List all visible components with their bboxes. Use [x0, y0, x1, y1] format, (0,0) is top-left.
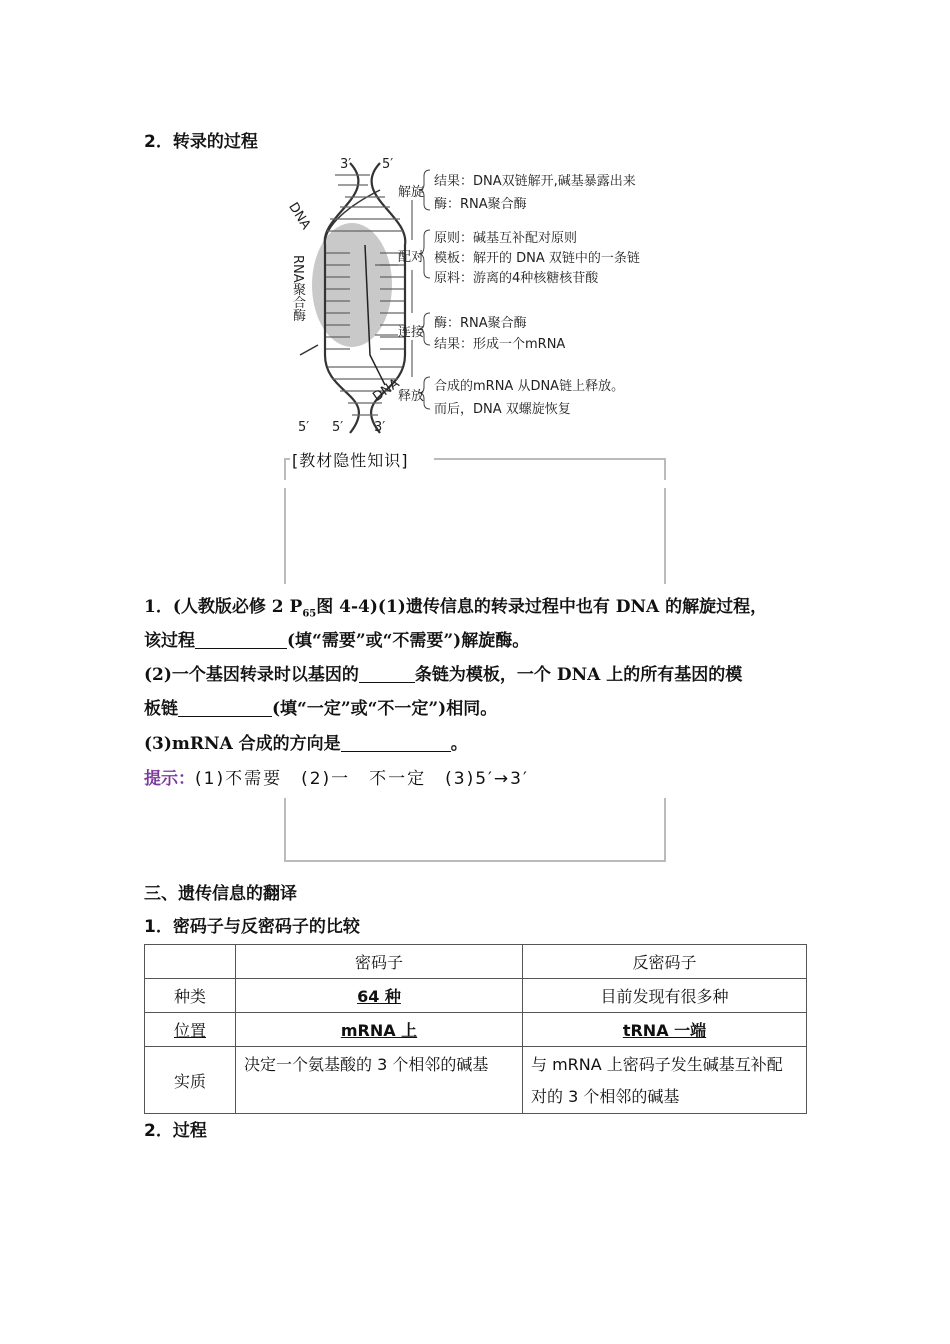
codon-type-value: 64 种	[357, 987, 401, 1006]
table-cell-codon	[236, 979, 523, 1013]
diagram-top-label-5prime: 5′	[382, 157, 394, 172]
hint-label: 提示：	[144, 769, 195, 789]
table-row-label	[145, 1013, 236, 1047]
section-heading-transcription: 2．转录的过程	[144, 132, 258, 152]
q2-line2-start: 板链	[144, 699, 178, 719]
table-row	[145, 979, 807, 1013]
table-cell-anticodon	[523, 1013, 807, 1047]
hidden-knowledge-box-bottom	[284, 798, 666, 864]
table-cell-anticodon: 目前发现有很多种	[523, 979, 807, 1013]
q2-start: (2)一个基因转录时以基因的	[144, 665, 359, 685]
hidden-knowledge-box	[284, 448, 666, 584]
q1-prefix: 1．(人教版必修 2 P	[144, 597, 303, 617]
table-row	[145, 1013, 807, 1047]
table-row-label: 种类	[145, 979, 236, 1013]
table-cell-codon: 决定一个氨基酸的 3 个相邻的碱基	[236, 1047, 523, 1114]
hint-answers: (1)不需要 (2)一 不一定 (3)5′→3′	[195, 769, 529, 789]
table-row-label: 实质	[145, 1047, 236, 1114]
q2-answer-blank-2[interactable]	[178, 698, 272, 717]
step-connect-line-2: 结果：形成一个mRNA	[434, 337, 566, 352]
step-connect-line-1: 酶：RNA聚合酶	[434, 316, 527, 331]
transcription-diagram	[285, 155, 670, 440]
diagram-dna-label-top: DNA	[285, 200, 314, 233]
question-1-line-2	[144, 624, 814, 658]
step-name-release: 释放	[398, 389, 425, 404]
q3-start: (3)mRNA 合成的方向是	[144, 734, 341, 754]
question-2-line-2	[144, 692, 814, 726]
step-unwind-line-1: 结果：DNA双链解开,碱基暴露出来	[434, 174, 636, 189]
step-pairing-line-3: 原料：游离的4种核糖核苷酸	[434, 271, 599, 286]
diagram-bottom-label-3prime: 3′	[374, 420, 386, 435]
q3-answer-blank[interactable]	[341, 733, 451, 752]
subheading-process: 2．过程	[144, 1121, 207, 1141]
q2-end: 条链为模板，一个 DNA 上的所有基因的模	[414, 665, 743, 685]
hidden-knowledge-title: [教材隐性知识]	[290, 448, 411, 471]
table-cell-codon	[236, 1013, 523, 1047]
question-2-line-1	[144, 658, 814, 692]
q2-line2-end: (填“一定”或“不一定”)相同。	[272, 699, 498, 719]
step-name-pairing: 配对	[398, 250, 425, 265]
table-header-cell	[145, 945, 236, 979]
q1-answer-blank[interactable]	[195, 630, 287, 649]
diagram-enzyme-label: RNA聚合酶	[290, 255, 305, 322]
position-label: 位置	[173, 1021, 206, 1040]
q1-rest: 图 4-4)(1)遗传信息的转录过程中也有 DNA 的解旋过程，	[316, 597, 768, 617]
q1-page-subscript: 65	[302, 608, 317, 620]
hint-line	[144, 762, 814, 796]
diagram-dna-label-bottom: DNA	[370, 376, 403, 405]
codon-position-value: mRNA 上	[340, 1021, 418, 1040]
step-pairing-line-2: 模板：解开的 DNA 双链中的一条链	[434, 251, 640, 266]
q1-line2-start: 该过程	[144, 631, 195, 651]
q2-answer-blank-1[interactable]	[359, 664, 415, 683]
table-cell-anticodon: 与 mRNA 上密码子发生碱基互补配对的 3 个相邻的碱基	[523, 1047, 807, 1114]
q3-end: 。	[450, 734, 468, 754]
step-unwind-line-2: 酶：RNA聚合酶	[434, 197, 527, 212]
table-row	[145, 1047, 807, 1114]
table-header-cell: 反密码子	[523, 945, 807, 979]
step-name-unwind: 解旋	[398, 185, 425, 200]
diagram-bottom-label-5prime-b: 5′	[332, 420, 344, 435]
subheading-codon-comparison: 1．密码子与反密码子的比较	[144, 917, 360, 937]
diagram-top-label-3prime: 3′	[340, 157, 352, 172]
diagram-bottom-label-5prime-a: 5′	[298, 420, 310, 435]
table-header-cell: 密码子	[236, 945, 523, 979]
codon-comparison-table	[144, 944, 807, 1114]
step-release-line-2: 而后，DNA 双螺旋恢复	[434, 402, 571, 417]
step-name-connect: 连接	[398, 325, 425, 340]
question-3	[144, 727, 814, 761]
step-pairing-line-1: 原则：碱基互补配对原则	[434, 231, 578, 246]
q1-line2-end: (填“需要”或“不需要”)解旋酶。	[287, 631, 530, 651]
table-header-row	[145, 945, 807, 979]
anticodon-position-value: tRNA 一端	[622, 1021, 707, 1040]
step-release-line-1: 合成的mRNA 从DNA链上释放。	[434, 379, 625, 394]
section-heading-translation: 三、遗传信息的翻译	[144, 884, 297, 904]
